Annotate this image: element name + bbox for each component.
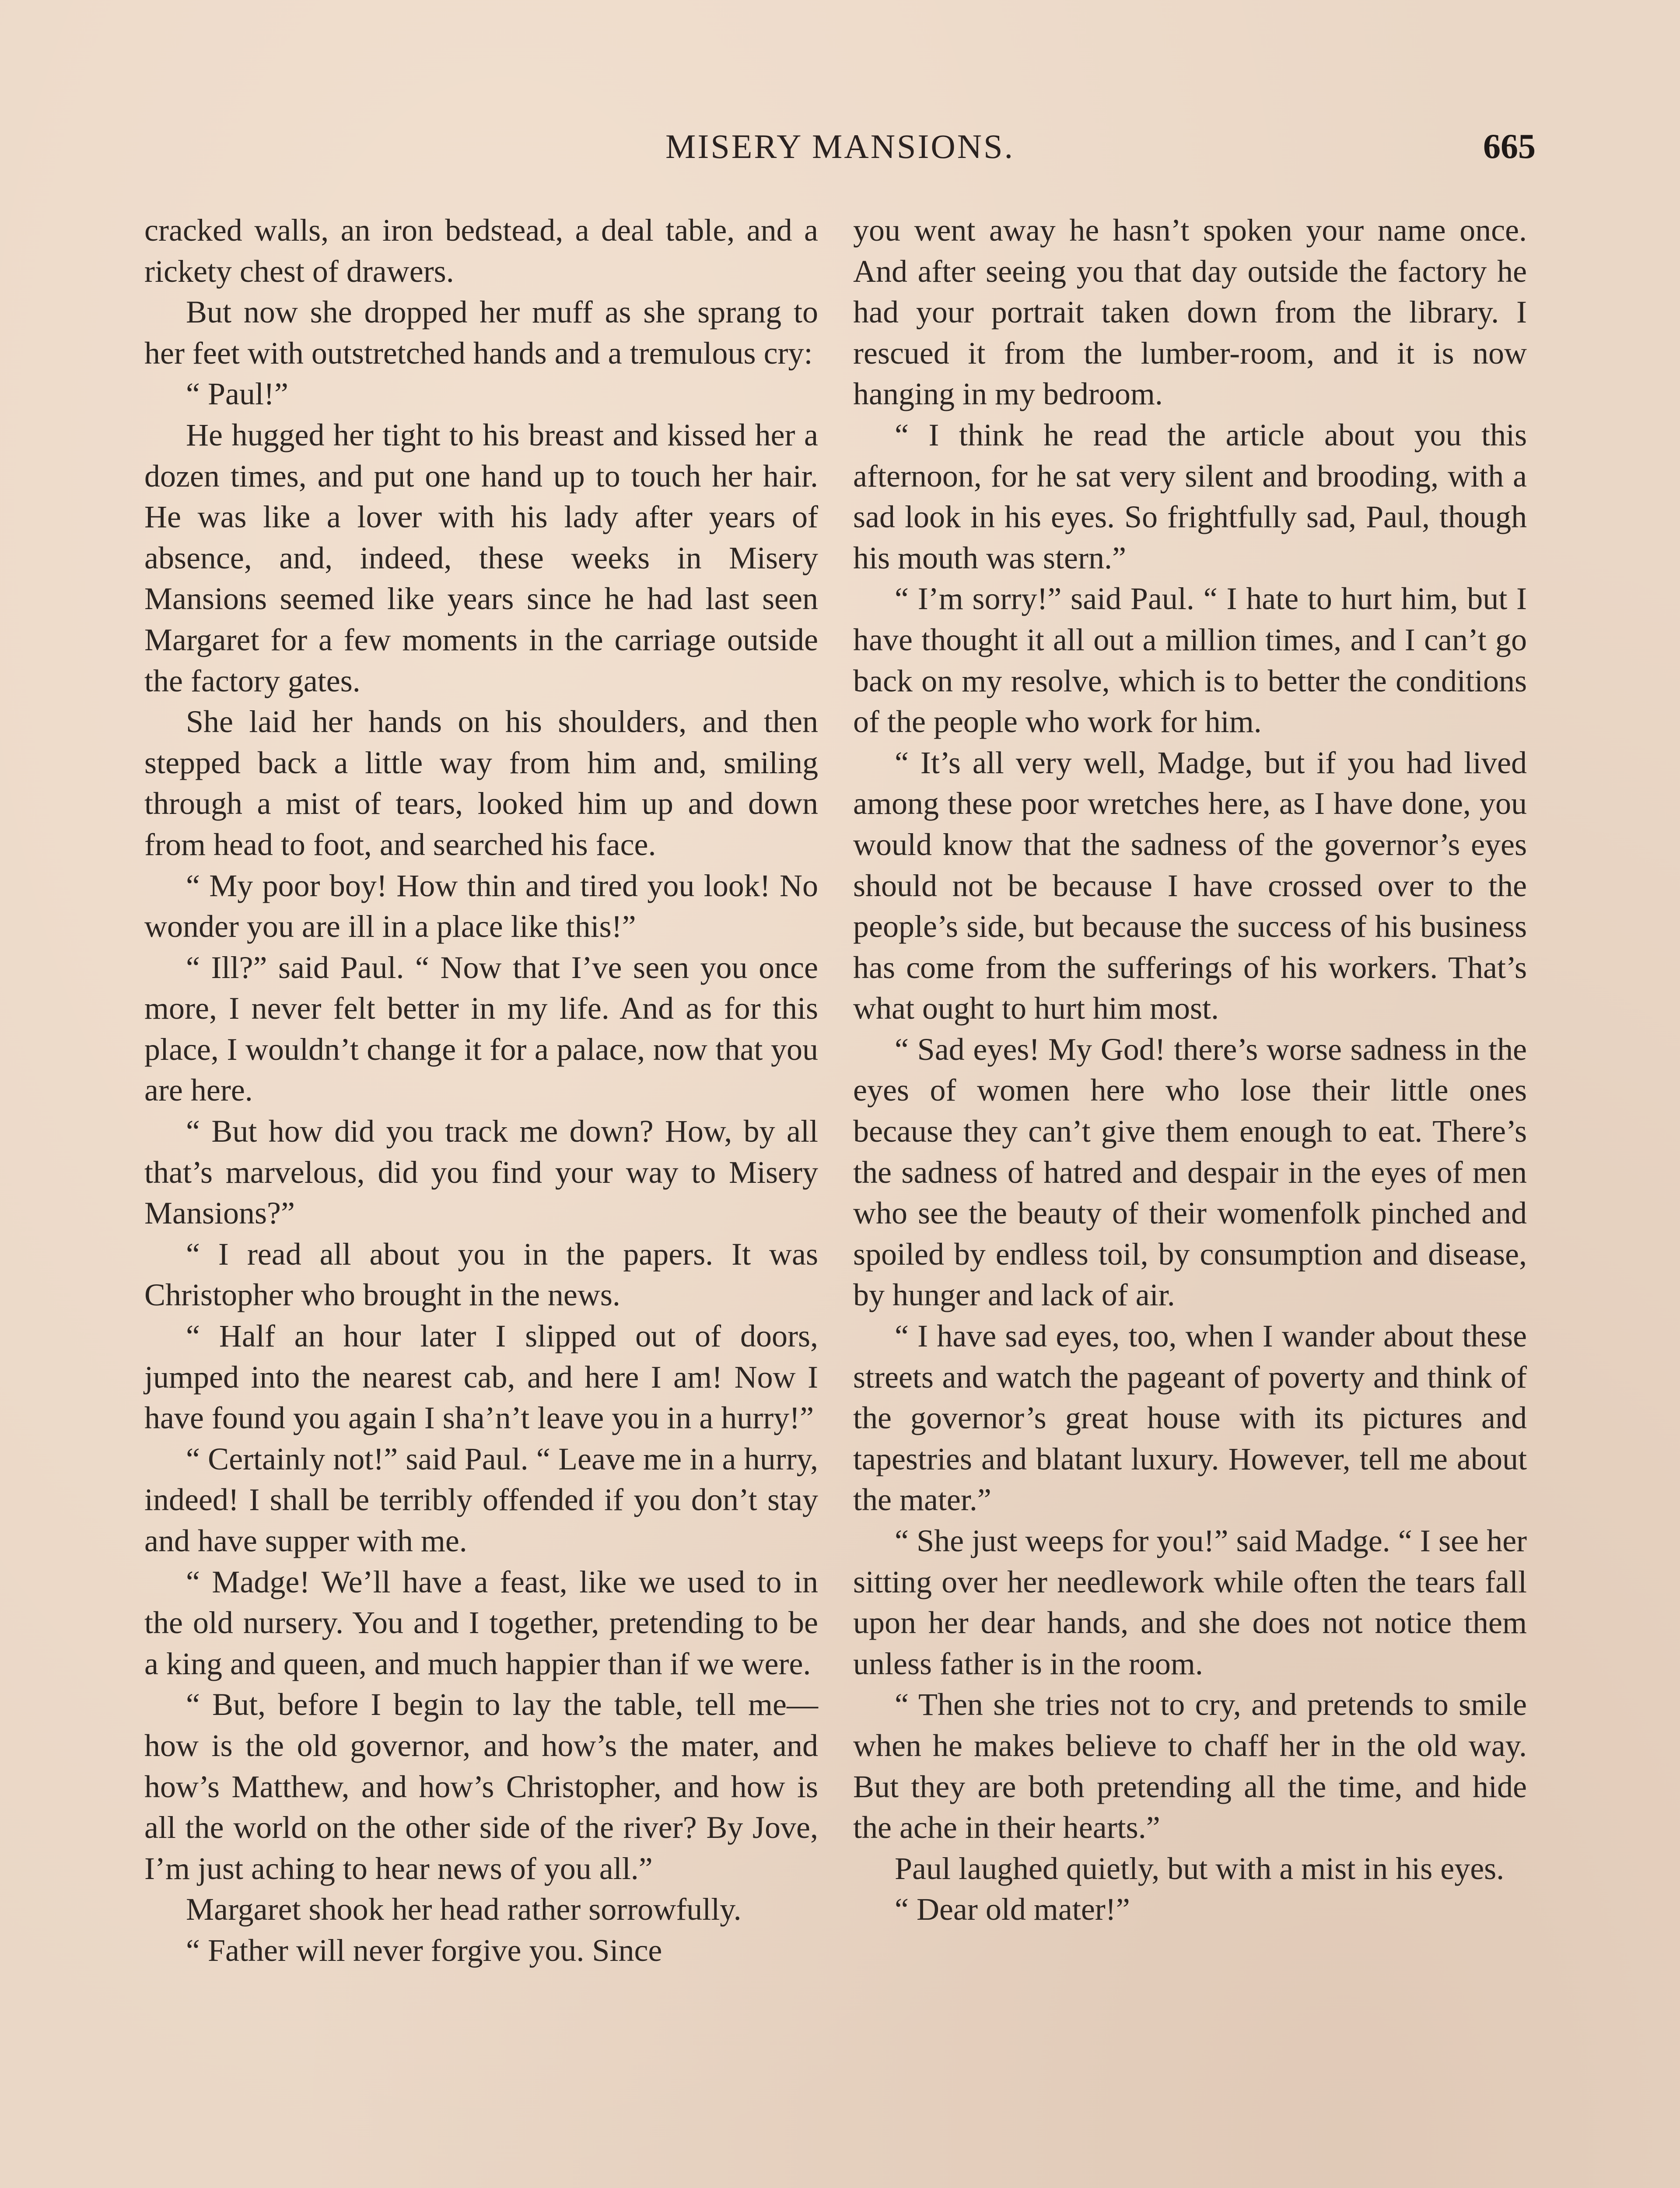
paragraph: “ My poor boy! How thin and tired you look! No wonder you are ill in a place like this!” <box>144 868 818 944</box>
paragraph: “ I think he read the article about you this afternoon, for he sat very silent and brooding, with a sad look in his eyes. So frightfully sad, Paul, though his mouth was stern.” <box>853 417 1527 575</box>
paragraph: “ She just weeps for you!” said Madge. “ I see her sitting over her needlework while often the tears fall upon her dear hands, and she does not notice them unless father is in the room. <box>853 1523 1527 1681</box>
page-number: 665 <box>1483 127 1536 166</box>
paragraph: “ Sad eyes! My God! there’s worse sadness in the eyes of women here who lose their little ones because they can’t give them enough to eat. There’s the sadness of hatred and despair in the eyes of men who see the beauty of their womenfolk pinched and spoiled by endless toil, by consumption and disease, by hunger and lack of air. <box>853 1031 1527 1313</box>
paragraph: “ I read all about you in the papers. It was Christopher who brought in the news. <box>144 1236 818 1313</box>
paragraph: “ Certainly not!” said Paul. “ Leave me in a hurry, indeed! I shall be terribly offended if you don’t stay and have supper with me. <box>144 1441 818 1558</box>
paragraph: cracked walls, an iron bedstead, a deal table, and a rickety chest of drawers. <box>144 213 818 289</box>
paragraph: “ Paul!” <box>186 376 288 412</box>
right-text-column <box>853 210 1527 1930</box>
running-head-title: MISERY MANSIONS. <box>665 127 1015 165</box>
left-text-column <box>144 210 818 1971</box>
paragraph: “ Madge! We’ll have a feast, like we used to in the old nursery. You and I together, pretending to be a king and queen, and much happier than if we were. <box>144 1564 818 1681</box>
paragraph: “ Father will never forgive you. Since <box>186 1932 662 1968</box>
paragraph: “ Then she tries not to cry, and pretends to smile when he makes believe to chaff her in the old way. But they are both pretending all the time, and hide the ache in their hearts.” <box>853 1687 1527 1845</box>
paragraph: “ I have sad eyes, too, when I wander about these streets and watch the pageant of poverty and think of the governor’s great house with its pictures and tapestries and blatant luxury. However, tell me about the mater.” <box>853 1318 1527 1518</box>
paragraph: “ Half an hour later I slipped out of doors, jumped into the nearest cab, and here I am! Now I have found you again I sha’n’t leave you in a hurry!” <box>144 1318 818 1436</box>
paragraph: “ Ill?” said Paul. “ Now that I’ve seen you once more, I never felt better in my life. And as for this place, I wouldn’t change it for a palace, now that you are here. <box>144 950 818 1108</box>
paragraph: But now she dropped her muff as she sprang to her feet with outstretched hands and a tremulous cry: <box>144 295 818 371</box>
paragraph: He hugged her tight to his breast and kissed her a dozen times, and put one hand up to touch her hair. He was like a lover with his lady after years of absence, and, indeed, these weeks in Misery Mansions seemed like years since he had last seen Margaret for a few moments in the carriage outside the factory gates. <box>144 417 818 698</box>
paragraph: She laid her hands on his shoulders, and then stepped back a little way from him and, smiling through a mist of tears, looked him up and down from head to foot, and searched his face. <box>144 704 818 862</box>
paragraph: “ But how did you track me down? How, by all that’s marvelous, did you find your way to Misery Mansions?” <box>144 1114 818 1231</box>
paragraph: “ I’m sorry!” said Paul. “ I hate to hurt him, but I have thought it all out a million times, and I can’t go back on my resolve, which is to better the conditions of the people who work for him. <box>853 581 1527 740</box>
paragraph: Paul laughed quietly, but with a mist in his eyes. <box>895 1851 1505 1886</box>
paragraph: Margaret shook her head rather sorrowfully. <box>186 1892 742 1927</box>
paragraph: “ But, before I begin to lay the table, tell me—how is the old governor, and how’s the mater, and how’s Matthew, and how’s Christopher, and how is all the world on the other side of the river? By Jove, I’m just aching to hear news of you all.” <box>144 1687 818 1886</box>
paragraph: “ It’s all very well, Madge, but if you had lived among these poor wretches here, as I have done, you would know that the sadness of the governor’s eyes should not be because I have crossed over to the people’s side, but because the success of his business has come from the sufferings of his workers. That’s what ought to hurt him most. <box>853 745 1527 1026</box>
paragraph: “ Dear old mater!” <box>895 1892 1130 1927</box>
paragraph: you went away he hasn’t spoken your name once. And after seeing you that day outside the factory he had your portrait taken down from the library. I rescued it from the lumber-room, and it is now hanging in my bedroom. <box>853 213 1527 412</box>
